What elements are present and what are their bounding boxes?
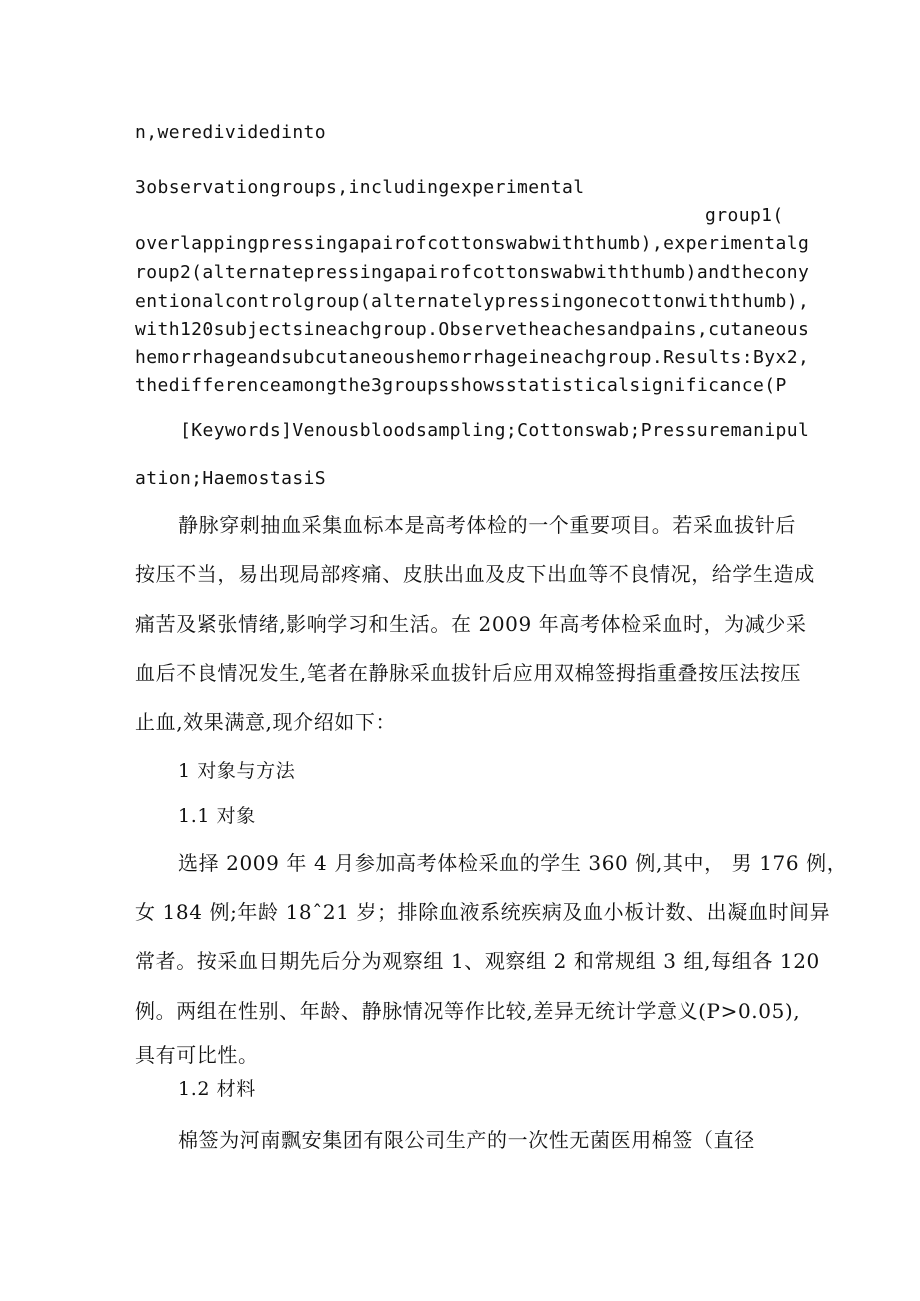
- sub1-line-5: 具有可比性。: [135, 1043, 259, 1067]
- intro-line-5: 止血,效果满意,现介绍如下：: [135, 710, 397, 734]
- keywords-line-1: [Keywords]Venousbloodsampling;Cottonswab;Pressuremanipul: [180, 420, 810, 441]
- abstract-line-4: overlappingpressingapairofcottonswabwiththumb),experimentalg: [135, 233, 810, 254]
- abstract-line-5: roup2(alternatepressingapairofcottonswabwiththumb)andthecony: [135, 262, 810, 283]
- abstract-line-2: 3observationgroups,includingexperimental: [135, 177, 585, 198]
- keywords-line-2: ation;HaemostasiS: [135, 468, 327, 489]
- abstract-line-7: with120subjectsineachgroup.Observetheachesandpains,cutaneous: [135, 319, 810, 340]
- sub2-line-1: 棉签为河南飘安集团有限公司生产的一次性无菌医用棉签（直径: [178, 1128, 755, 1152]
- abstract-line-9: thedifferenceamongthe3groupsshowsstatisticalsignificance(P: [135, 375, 787, 396]
- abstract-line-6: entionalcontrolgroup(alternatelypressingonecottonwiththumb),: [135, 291, 810, 312]
- abstract-line-3: group1(: [705, 205, 784, 226]
- sub1-line-2: 女 184 例;年龄 18ˆ21 岁；排除血液系统疾病及血小板计数、出凝血时间异: [135, 900, 831, 924]
- intro-line-3: 痛苦及紧张情绪,影响学习和生活。在 2009 年高考体检采血时，为减少采: [135, 612, 807, 636]
- abstract-line-8: hemorrhageandsubcutaneoushemorrhageineachgroup.Results:Byx2,: [135, 347, 810, 368]
- section-1-title: 1 对象与方法: [178, 760, 296, 782]
- sub1-line-1: 选择 2009 年 4 月参加高考体检采血的学生 360 例,其中， 男 176 例，: [178, 851, 848, 875]
- abstract-line-1: n,weredividedinto: [135, 122, 327, 143]
- intro-line-4: 血后不良情况发生,笔者在静脉采血拔针后应用双棉签拇指重叠按压法按压: [135, 661, 802, 685]
- section-1-1-title: 1.1 对象: [178, 805, 256, 827]
- intro-line-1: 静脉穿刺抽血采集血标本是高考体检的一个重要项目。若采血拔针后: [178, 513, 796, 537]
- sub1-line-3: 常者。按采血日期先后分为观察组 1、观察组 2 和常规组 3 组,每组各 120: [135, 949, 820, 973]
- intro-line-2: 按压不当，易出现局部疼痛、皮肤出血及皮下出血等不良情况，给学生造成: [135, 562, 815, 586]
- sub1-line-4: 例。两组在性别、年龄、静脉情况等作比较,差异无统计学意义(P>0.05),: [135, 999, 801, 1023]
- section-1-2-title: 1.2 材料: [178, 1078, 256, 1100]
